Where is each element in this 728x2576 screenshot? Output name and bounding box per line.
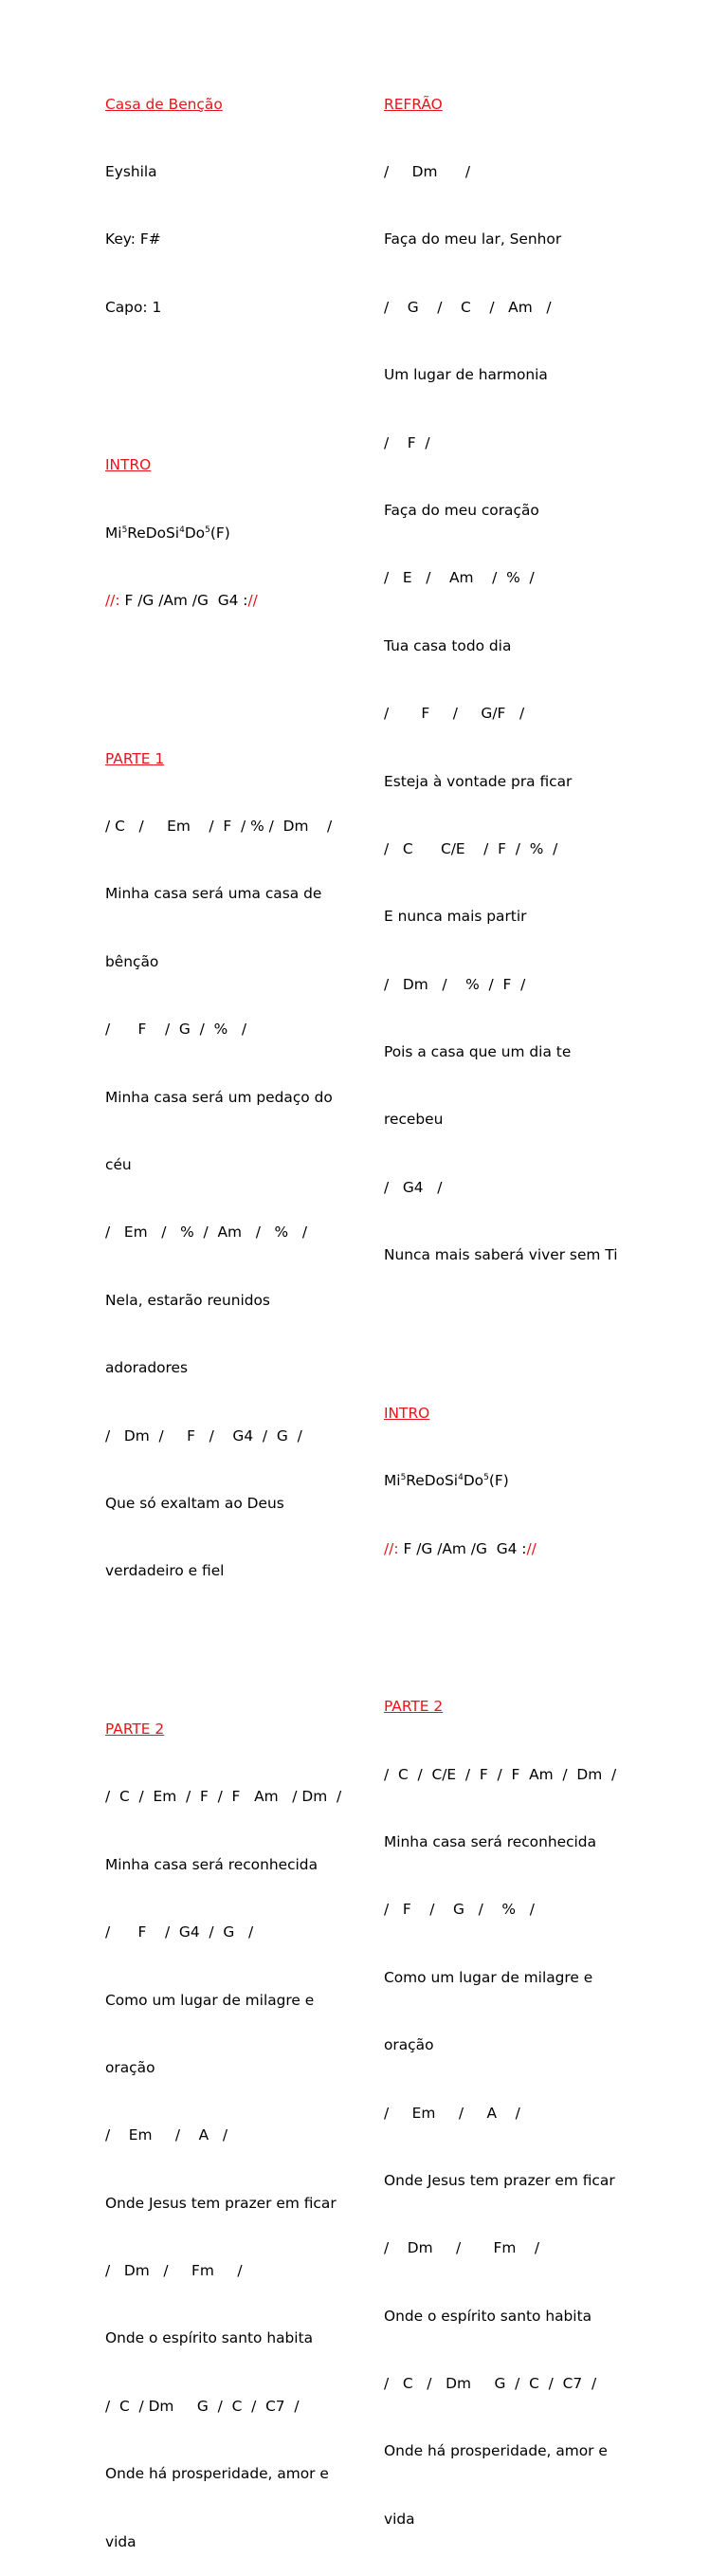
parte2-chords: / Dm / Fm / (105, 2262, 243, 2280)
parte2-chords: / C / Dm G / C / C7 / (384, 2375, 597, 2393)
repeat-open-sign: //: (384, 1539, 399, 1557)
refrao-lyric: Um lugar de harmonia (384, 366, 548, 384)
parte2-lyric: Onde Jesus tem prazer em ficar (105, 2194, 337, 2212)
spacer (384, 1606, 668, 1628)
right-column (384, 48, 668, 2553)
parte1-lyric: adoradores (105, 1359, 189, 1377)
refrao-chords: / G / C / Am / (384, 298, 552, 316)
spacer (105, 364, 359, 387)
parte1-heading: PARTE 1 (105, 749, 165, 767)
parte2-chords: / Em / A / (384, 2104, 520, 2122)
intro-heading: INTRO (105, 456, 152, 474)
parte2-lyric: Onde Jesus tem prazer em ficar (384, 2171, 615, 2189)
parte1-lyric: Minha casa será um pedaço do (105, 1088, 333, 1106)
intro-notes: Mi$^5$ReDoSi$^4$Do$^5$(F) (105, 524, 230, 542)
spacer (105, 1628, 359, 1651)
refrao-lyric: Nunca mais saberá viver sem Ti (384, 1246, 618, 1264)
refrao-lyric: Faça do meu coração (384, 501, 539, 519)
parte1-lyric: Nela, estarão reunidos (105, 1291, 270, 1309)
refrao-lyric: recebeu (384, 1111, 444, 1129)
song-title: Casa de Benção (105, 95, 223, 113)
refrao-chords: / Dm / (384, 162, 471, 180)
spacer (105, 658, 359, 681)
parte2-chords: / C / C/E / F / F Am / Dm / (384, 1765, 617, 1783)
capo: Capo: 1 (105, 298, 162, 316)
parte1-lyric: bênção (105, 952, 159, 970)
parte2-lyric: Onde o espírito santo habita (384, 2307, 592, 2325)
parte1-chords: / Em / % / Am / % / (105, 1224, 308, 1242)
parte1-lyric: Minha casa será uma casa de (105, 885, 322, 903)
repeat-open-sign: //: (105, 592, 120, 610)
parte1-lyric: Que só exaltam ao Deus (105, 1495, 284, 1512)
parte2-lyric: oração (384, 2036, 434, 2054)
parte2-chords: / F / G4 / G / (105, 1923, 254, 1941)
refrao-lyric: Pois a casa que um dia te (384, 1043, 572, 1061)
refrao-chords: / C C/E / F / % / (384, 839, 558, 857)
parte1-lyric: céu (105, 1156, 132, 1174)
refrao-lyric: Esteja à vontade pra ficar (384, 772, 573, 790)
refrao-lyric: Faça do meu lar, Senhor (384, 230, 562, 248)
parte1-chords: / F / G / % / (105, 1021, 247, 1039)
parte2-chords: / C / Dm G / C / C7 / (105, 2397, 300, 2415)
parte2-chords: / F / G / % / (384, 1901, 535, 1919)
refrao-chords: / F / G/F / (384, 705, 525, 723)
parte1-lyric: verdadeiro e fiel (105, 1562, 225, 1580)
parte2-chords: / C / Em / F / F Am / Dm / (105, 1788, 342, 1806)
parte2-lyric: Minha casa será reconhecida (105, 1855, 318, 1873)
refrao-chords: / Dm / % / F / (384, 975, 526, 993)
repeat-close-sign: // (247, 592, 258, 610)
intro-notes: Mi$^5$ReDoSi$^4$Do$^5$(F) (384, 1472, 509, 1490)
parte2-lyric: Onde o espírito santo habita (105, 2329, 314, 2347)
refrao-lyric: E nunca mais partir (384, 908, 527, 926)
parte2-lyric: Onde há prosperidade, amor e (384, 2442, 608, 2460)
parte2-heading: PARTE 2 (384, 1698, 444, 1716)
left-column (105, 48, 359, 2576)
parte2-heading: PARTE 2 (105, 1720, 165, 1738)
repeat-close-sign: // (526, 1539, 537, 1557)
song-key: Key: F# (105, 230, 161, 248)
intro-repeat: //: F /G /Am /G G4 :// (105, 592, 258, 610)
parte1-chords: / C / Em / F / % / Dm / (105, 818, 333, 836)
intro-repeat: //: F /G /Am /G G4 :// (384, 1539, 537, 1557)
refrao-lyric: Tua casa todo dia (384, 636, 512, 654)
parte2-lyric: vida (384, 2510, 415, 2528)
parte2-lyric: Como um lugar de milagre e (105, 1991, 315, 2009)
refrao-chords: / G4 / (384, 1178, 443, 1196)
intro-heading: INTRO (384, 1404, 430, 1422)
refrao-heading: REFRÃO (384, 95, 443, 113)
parte2-lyric: Minha casa será reconhecida (384, 1832, 597, 1850)
parte2-lyric: oração (105, 2058, 155, 2076)
refrao-chords: / F / (384, 433, 430, 451)
spacer (384, 1313, 668, 1335)
artist-name: Eyshila (105, 162, 157, 180)
parte2-chords: / Em / A / (105, 2126, 228, 2144)
parte2-lyric: Como um lugar de milagre e (384, 1968, 593, 1986)
parte1-chords: / Dm / F / G4 / G / (105, 1426, 302, 1444)
parte2-lyric: vida (105, 2532, 136, 2550)
parte2-lyric: Onde há prosperidade, amor e (105, 2465, 329, 2483)
parte2-chords: / Dm / Fm / (384, 2239, 540, 2257)
refrao-chords: / E / Am / % / (384, 569, 535, 587)
